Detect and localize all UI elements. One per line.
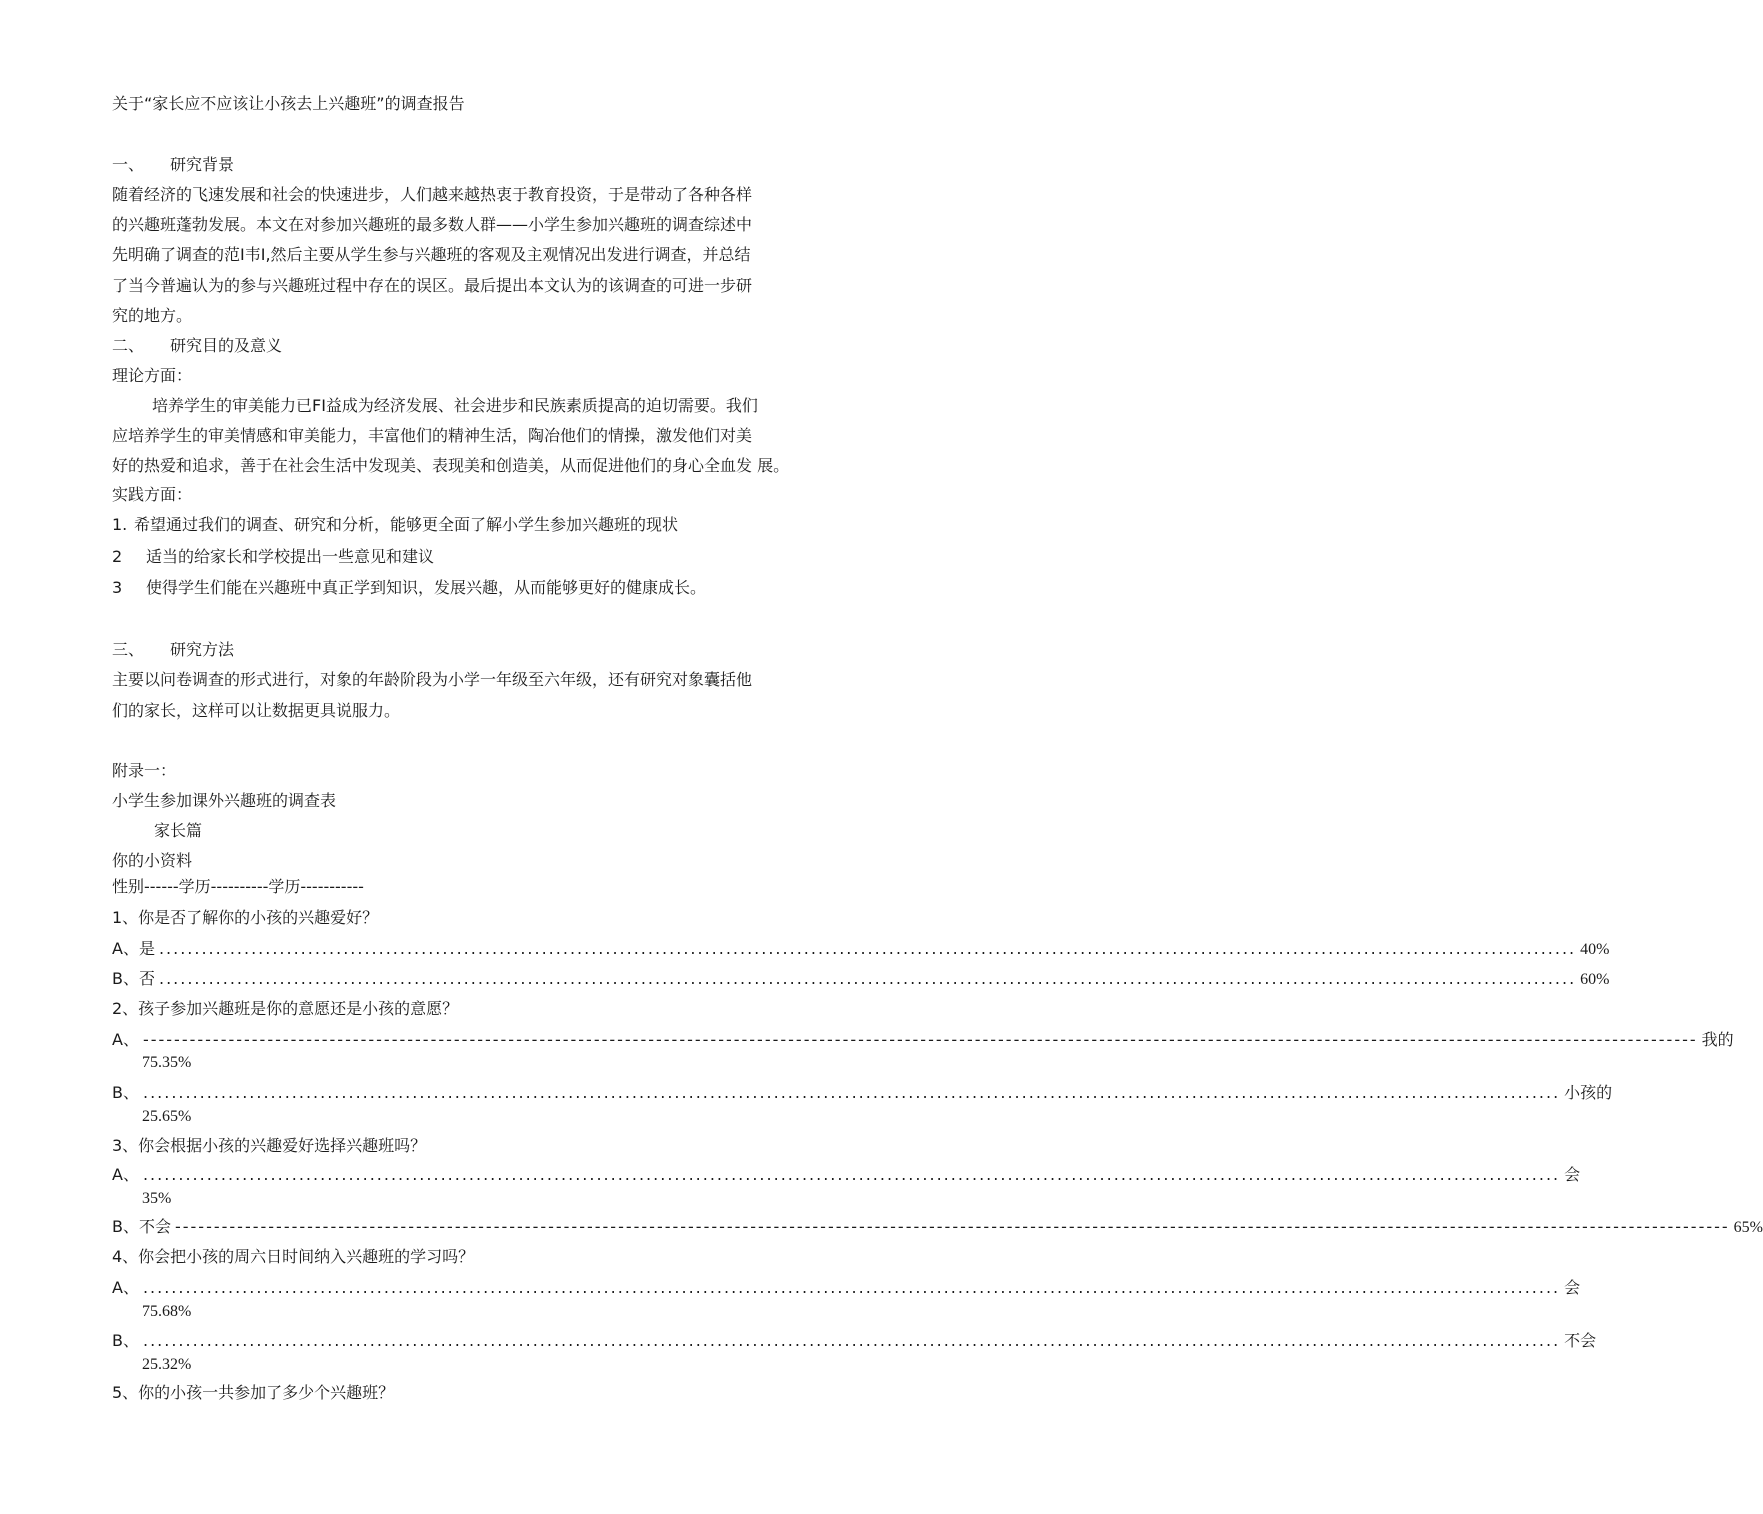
section-heading xyxy=(112,335,282,357)
dot-leader: ........................................................................................................................................................................................................ xyxy=(142,1083,1561,1102)
list-number: 2 xyxy=(112,547,123,566)
answer-label: B、否 xyxy=(112,969,155,988)
answer-label: B、不会 xyxy=(112,1217,171,1236)
section-number: 二、 xyxy=(112,336,145,355)
dot-leader: ........................................................................................................................................................................................................ xyxy=(142,1165,1561,1184)
section-title: 研究目的及意义 xyxy=(170,336,283,355)
dot-leader: ........................................................................................................................................................................................................ xyxy=(142,1331,1561,1350)
list-number: 3 xyxy=(112,578,123,597)
answer-value: 会 xyxy=(1564,1280,1581,1297)
survey-subtitle: 家长篇 xyxy=(154,821,203,840)
answer-row xyxy=(112,1164,1581,1187)
answer-row xyxy=(112,1330,1597,1353)
answer-label: A、 xyxy=(112,1165,139,1184)
info-label: 你的小资料 xyxy=(112,851,193,870)
answer-value: 65% xyxy=(1733,1219,1763,1236)
answer-label: B、 xyxy=(112,1083,139,1102)
list-item xyxy=(112,577,706,599)
question-text: 2、孩子参加兴趣班是你的意愿还是小孩的意愿？ xyxy=(112,999,459,1018)
answer-value: 60% xyxy=(1580,971,1610,988)
paragraph-line: 好的热爱和追求，善于在社会生活中发现美、表现美和创造美，从而促进他们的身心全血发 展。 xyxy=(112,456,790,475)
answer-row xyxy=(112,1277,1581,1300)
fields-line: 性别------学历----------学历----------- xyxy=(112,877,364,896)
section-title: 研究方法 xyxy=(170,640,235,659)
paragraph-line: 先明确了调查的范I韦I,然后主要从学生参与兴趣班的客观及主观情况出发进行调查，并总结 xyxy=(112,245,751,264)
dot-leader: ........................................................................................................................................................................................................ xyxy=(158,939,1577,958)
paragraph-line: 随着经济的飞速发展和社会的快速进步，人们越来越热衷于教育投资，于是带动了各种各样 xyxy=(112,185,753,204)
list-number: 1. xyxy=(112,515,128,534)
answer-row xyxy=(112,1029,1734,1052)
answer-value: 小孩的 xyxy=(1564,1085,1613,1102)
section-number: 一、 xyxy=(112,155,145,174)
paragraph-line: 培养学生的审美能力已FI益成为经济发展、社会进步和民族素质提高的迫切需要。我们 xyxy=(152,396,758,415)
answer-row xyxy=(112,1216,1763,1239)
answer-value: 不会 xyxy=(1564,1333,1597,1350)
survey-title: 小学生参加课外兴趣班的调查表 xyxy=(112,791,337,810)
answer-label: A、 xyxy=(112,1030,139,1049)
answer-percent: 25.65% xyxy=(142,1108,192,1125)
practice-label: 实践方面： xyxy=(112,485,193,504)
list-item xyxy=(112,514,678,536)
paragraph-line: 主要以问卷调查的形式进行，对象的年龄阶段为小学一年级至六年级，还有研究对象囊括他 xyxy=(112,670,753,689)
section-heading xyxy=(112,154,234,176)
answer-value: 会 xyxy=(1564,1167,1581,1184)
dash-leader: -------------------------------------------------------------------------------------------------------------------------------------------------------------------------------------------------------- xyxy=(174,1217,1730,1236)
question-text: 5、你的小孩一共参加了多少个兴趣班？ xyxy=(112,1383,395,1402)
answer-row xyxy=(112,938,1610,961)
report-title: 关于“家长应不应该让小孩去上兴趣班”的调查报告 xyxy=(112,94,465,113)
appendix-label: 附录一： xyxy=(112,761,177,780)
section-title: 研究背景 xyxy=(170,155,235,174)
list-text: 使得学生们能在兴趣班中真正学到知识，发展兴趣，从而能够更好的健康成长。 xyxy=(146,578,707,597)
paragraph-line: 了当今普遍认为的参与兴趣班过程中存在的误区。最后提出本文认为的该调查的可进一步研 xyxy=(112,276,753,295)
section-number: 三、 xyxy=(112,640,145,659)
answer-label: A、 xyxy=(112,1278,139,1297)
answer-label: B、 xyxy=(112,1331,139,1350)
dot-leader: ........................................................................................................................................................................................................ xyxy=(142,1278,1561,1297)
question-text: 3、你会根据小孩的兴趣爱好选择兴趣班吗？ xyxy=(112,1136,427,1155)
paragraph-line: 究的地方。 xyxy=(112,306,193,325)
paragraph-line: 的兴趣班蓬勃发展。本文在对参加兴趣班的最多数人群——小学生参加兴趣班的调查综述中 xyxy=(112,215,753,234)
answer-row xyxy=(112,968,1610,991)
theory-label: 理论方面： xyxy=(112,366,193,385)
section-heading xyxy=(112,639,234,661)
answer-percent: 75.35% xyxy=(142,1054,192,1071)
answer-value: 我的 xyxy=(1701,1032,1734,1049)
list-text: 希望通过我们的调查、研究和分析，能够更全面了解小学生参加兴趣班的现状 xyxy=(134,515,679,534)
list-item xyxy=(112,546,434,568)
dot-leader: ........................................................................................................................................................................................................ xyxy=(158,969,1577,988)
answer-row xyxy=(112,1082,1613,1105)
answer-percent: 25.32% xyxy=(142,1356,192,1373)
answer-value: 40% xyxy=(1580,941,1610,958)
question-text: 4、你会把小孩的周六日时间纳入兴趣班的学习吗？ xyxy=(112,1247,475,1266)
paragraph-line: 应培养学生的审美情感和审美能力，丰富他们的精神生活，陶冶他们的情操，激发他们对美 xyxy=(112,426,753,445)
question-text: 1、你是否了解你的小孩的兴趣爱好？ xyxy=(112,908,379,927)
answer-percent: 35% xyxy=(142,1190,172,1207)
answer-label: A、是 xyxy=(112,939,155,958)
paragraph-line: 们的家长，这样可以让数据更具说服力。 xyxy=(112,701,401,720)
list-text: 适当的给家长和学校提出一些意见和建议 xyxy=(146,547,435,566)
answer-percent: 75.68% xyxy=(142,1303,192,1320)
dash-leader: -------------------------------------------------------------------------------------------------------------------------------------------------------------------------------------------------------- xyxy=(142,1030,1698,1049)
